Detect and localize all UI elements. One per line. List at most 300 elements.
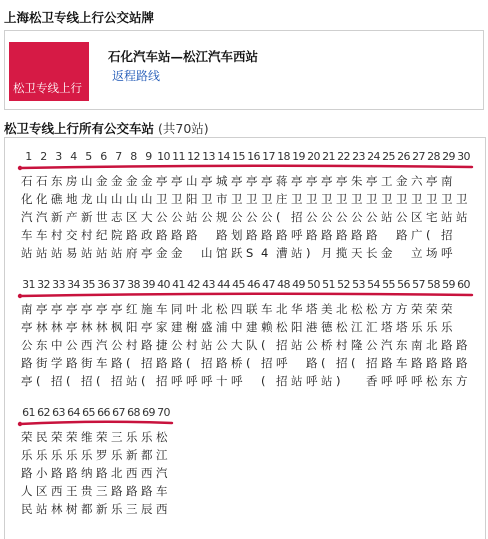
station-name-column[interactable]	[51, 172, 66, 262]
station-name-column[interactable]	[321, 172, 336, 262]
station-name-char	[291, 354, 306, 372]
station-name-char	[456, 172, 471, 190]
station-name-char: 荣	[96, 430, 108, 444]
station-name-char: 德	[321, 320, 333, 334]
station-name-char: 招	[51, 374, 63, 388]
station-name-char: 卫	[291, 192, 303, 206]
station-name-char: 中	[51, 338, 63, 352]
station-name-column[interactable]	[141, 172, 156, 262]
station-name-char: 阳	[291, 320, 303, 334]
station-number: 19	[292, 150, 305, 163]
station-name-char: 荣	[441, 302, 453, 316]
station-name-char: 月	[321, 246, 333, 260]
station-number: 66	[97, 406, 110, 419]
station-name-column[interactable]	[156, 172, 171, 262]
station-name-char: 香	[366, 374, 378, 388]
station-name-char: 呼	[231, 374, 243, 388]
station-number: 65	[82, 406, 95, 419]
station-name-char: 松	[426, 374, 438, 388]
station-name-column[interactable]	[81, 172, 96, 262]
station-name-char: 四	[231, 302, 243, 316]
station-name-char: 辰	[141, 502, 153, 516]
station-name-column[interactable]	[456, 300, 471, 390]
station-number: 22	[337, 150, 350, 163]
station-name-char: 路	[456, 356, 468, 370]
station-number: 57	[412, 278, 425, 291]
station-name-char: 亭	[21, 320, 33, 334]
station-name-char	[351, 372, 366, 390]
station-name-char: 阳	[126, 320, 138, 334]
station-name-char: 乐	[51, 448, 63, 462]
station-name-char: 贵	[81, 484, 93, 498]
station-name-char: 荣	[51, 430, 63, 444]
station-name-char	[186, 244, 201, 262]
station-name-char: (	[246, 356, 251, 370]
station-name-column[interactable]	[216, 300, 231, 390]
station-name-char: 松	[336, 320, 348, 334]
station-name-char: 路	[381, 356, 393, 370]
station-name-char: 村	[186, 338, 198, 352]
station-name-column[interactable]	[216, 172, 231, 262]
station-name-column[interactable]	[156, 300, 171, 390]
station-name-char: 路	[141, 484, 153, 498]
station-name-column[interactable]	[171, 172, 186, 262]
station-number: 48	[277, 278, 290, 291]
station-name-char: 汽	[21, 210, 33, 224]
station-name-char: 小	[36, 466, 48, 480]
station-name-char: 人	[21, 484, 33, 498]
station-name-char: (	[96, 374, 101, 388]
station-number: 16	[247, 150, 260, 163]
station-name-char: 院	[111, 228, 123, 242]
station-name-char: 公	[261, 210, 273, 224]
station-name-column[interactable]	[201, 300, 216, 390]
station-name-column[interactable]	[336, 300, 351, 390]
station-name-char: 公	[156, 210, 168, 224]
station-name-column[interactable]	[366, 172, 381, 262]
station-name-column[interactable]	[51, 300, 66, 390]
station-name-char: 北	[276, 302, 288, 316]
station-name-char: 隆	[351, 338, 363, 352]
station-name-char: 亭	[66, 320, 78, 334]
station-name-column[interactable]	[126, 172, 141, 262]
station-name-char: 松	[351, 302, 363, 316]
station-name-column[interactable]	[321, 300, 336, 390]
station-name-column[interactable]	[291, 172, 306, 262]
station-name-char: 罗	[96, 448, 108, 462]
station-name-char: 亭	[36, 302, 48, 316]
station-name-column[interactable]	[111, 428, 126, 518]
station-name-char: 荣	[426, 302, 438, 316]
station-name-char: 呼	[411, 374, 423, 388]
station-name-char: 卫	[456, 192, 468, 206]
station-number: 30	[457, 150, 470, 163]
station-name-char: (	[351, 356, 356, 370]
station-name-column[interactable]	[306, 172, 321, 262]
station-name-char: 卫	[201, 192, 213, 206]
station-name-char: (	[261, 374, 266, 388]
station-name-char: 路	[396, 228, 408, 242]
station-number: 52	[337, 278, 350, 291]
station-name-char: 化	[21, 192, 33, 206]
station-name-char: 蒋	[276, 174, 288, 188]
station-name-char: 联	[246, 302, 258, 316]
station-name-char	[201, 226, 216, 244]
station-name-column[interactable]	[351, 300, 366, 390]
station-name-char: 路	[156, 356, 168, 370]
station-name-char: (	[426, 228, 431, 242]
station-name-char: 路	[126, 228, 138, 242]
station-name-char: 三	[96, 484, 108, 498]
station-name-char: 卫	[441, 192, 453, 206]
station-name-char: 路	[306, 356, 318, 370]
station-name-column[interactable]	[441, 172, 456, 262]
station-name-char: 亭	[291, 174, 303, 188]
route-thumbnail[interactable]	[9, 42, 89, 101]
station-name-char: 路	[96, 466, 108, 480]
station-name-char: 呼	[186, 374, 198, 388]
station-name-char: 新	[81, 210, 93, 224]
station-name-char: 卫	[321, 192, 333, 206]
station-name-char: (	[261, 338, 266, 352]
station-name-column[interactable]	[111, 172, 126, 262]
station-name-char: 塔	[306, 302, 318, 316]
station-name-char: 路	[426, 356, 438, 370]
station-name-char: 金	[171, 246, 183, 260]
station-name-char: 亭	[336, 174, 348, 188]
station-name-char: 路	[216, 228, 228, 242]
station-number: 23	[352, 150, 365, 163]
station-name-char: 南	[411, 338, 423, 352]
station-name-column[interactable]	[396, 172, 411, 262]
station-name-column[interactable]	[81, 428, 96, 518]
station-name-char: 亭	[96, 302, 108, 316]
station-name-char: 公	[246, 210, 258, 224]
station-number: 51	[322, 278, 335, 291]
station-name-column[interactable]	[411, 172, 426, 262]
station-name-char: 地	[66, 192, 78, 206]
station-name-char: (	[276, 210, 281, 224]
station-name-char	[381, 226, 396, 244]
station-name-column[interactable]	[426, 172, 441, 262]
station-name-char: 馆	[216, 246, 228, 260]
station-name-char: (	[321, 356, 326, 370]
station-name-char: 公	[171, 210, 183, 224]
station-name-char: 世	[96, 210, 108, 224]
station-name-char: 汇	[366, 320, 378, 334]
station-name-char: 维	[81, 430, 93, 444]
station-number: 67	[112, 406, 125, 419]
station-name-column[interactable]	[81, 300, 96, 390]
station-name-char: 路	[351, 228, 363, 242]
station-number: 21	[322, 150, 335, 163]
station-name-char: 路	[111, 356, 123, 370]
station-name-column[interactable]	[261, 172, 276, 262]
station-name-char: 车	[36, 228, 48, 242]
station-name-char: 美	[321, 302, 333, 316]
station-name-char: 公	[306, 338, 318, 352]
station-name-char: 区	[126, 210, 138, 224]
station-name-char: 荣	[66, 430, 78, 444]
station-name-char: 亭	[81, 302, 93, 316]
station-name-char: 路	[171, 228, 183, 242]
station-name-char: 亭	[141, 320, 153, 334]
route-name: 石化汽车站—松江汽车西站	[108, 49, 259, 64]
station-name-char: 公	[366, 210, 378, 224]
station-number: 59	[442, 278, 455, 291]
station-name-char: 场	[426, 246, 438, 260]
station-number: 37	[112, 278, 125, 291]
station-name-char: 金	[111, 174, 123, 188]
station-number: 17	[262, 150, 275, 163]
station-name-column[interactable]	[246, 300, 261, 390]
station-name-char: 路	[66, 466, 78, 480]
station-number: 54	[367, 278, 380, 291]
station-name-char: 公	[366, 338, 378, 352]
station-name-char: 站	[321, 374, 333, 388]
station-number-row	[21, 150, 471, 164]
station-name-char: 亭	[111, 302, 123, 316]
station-name-column[interactable]	[396, 300, 411, 390]
station-name-column[interactable]	[51, 428, 66, 518]
station-name-char: 赖	[261, 320, 273, 334]
station-name-char: 广	[411, 228, 423, 242]
station-name-column[interactable]	[36, 428, 51, 518]
station-name-char: 朱	[351, 174, 363, 188]
station-name-char: 城	[216, 174, 228, 188]
station-name-char: 新	[96, 502, 108, 516]
station-name-column[interactable]	[21, 300, 36, 390]
station-name-column[interactable]	[186, 300, 201, 390]
station-name-column[interactable]	[291, 300, 306, 390]
station-name-column[interactable]	[246, 172, 261, 262]
station-number: 14	[217, 150, 230, 163]
station-name-char: 龙	[81, 192, 93, 206]
station-name-column[interactable]	[141, 300, 156, 390]
station-name-column[interactable]	[276, 300, 291, 390]
station-name-char: 红	[126, 302, 138, 316]
station-name-char: 呼	[306, 374, 318, 388]
station-name-column[interactable]	[96, 428, 111, 518]
station-name-char: 揽	[336, 246, 348, 260]
station-number: 15	[232, 150, 245, 163]
station-name-char: 松	[156, 430, 168, 444]
station-name-column[interactable]	[411, 300, 426, 390]
station-name-char: 方	[381, 302, 393, 316]
station-name-grid	[21, 172, 471, 262]
station-name-char: 招	[366, 356, 378, 370]
station-name-char: 站	[291, 374, 303, 388]
station-name-column[interactable]	[141, 428, 156, 518]
station-name-char: 公	[336, 210, 348, 224]
station-name-char: 东	[396, 338, 408, 352]
station-name-column[interactable]	[156, 428, 171, 518]
station-number: 4	[70, 150, 77, 163]
station-name-char: 山	[111, 192, 123, 206]
station-name-char: (	[126, 356, 131, 370]
station-name-column[interactable]	[21, 172, 36, 262]
station-name-column[interactable]	[276, 172, 291, 262]
station-name-char: 路	[246, 228, 258, 242]
station-name-char: 路	[216, 356, 228, 370]
station-name-char: 卫	[411, 192, 423, 206]
station-name-char: 区	[411, 210, 423, 224]
station-name-column[interactable]	[336, 172, 351, 262]
station-name-char: 汽	[36, 210, 48, 224]
station-number: 29	[442, 150, 455, 163]
station-name-column[interactable]	[96, 172, 111, 262]
station-name-column[interactable]	[351, 172, 366, 262]
station-name-char: 公	[351, 210, 363, 224]
station-name-column[interactable]	[126, 300, 141, 390]
station-name-char: 南	[441, 174, 453, 188]
station-name-char: 林	[51, 502, 63, 516]
station-name-char: 施	[141, 302, 153, 316]
station-name-char: 亭	[306, 174, 318, 188]
station-number: 41	[172, 278, 185, 291]
station-name-char: 汽	[156, 466, 168, 480]
station-name-char: 民	[36, 430, 48, 444]
station-name-char: 方	[456, 374, 468, 388]
station-name-column[interactable]	[96, 300, 111, 390]
station-name-char: (	[66, 374, 71, 388]
station-name-column[interactable]	[381, 300, 396, 390]
station-name-column[interactable]	[36, 300, 51, 390]
station-number: 27	[412, 150, 425, 163]
station-name-char: 北	[426, 338, 438, 352]
station-number: 63	[52, 406, 65, 419]
station-name-char: 产	[66, 210, 78, 224]
station-name-char: 西	[126, 466, 138, 480]
station-name-column[interactable]	[111, 300, 126, 390]
station-name-char: 乐	[36, 448, 48, 462]
station-name-char: 呼	[441, 246, 453, 260]
station-name-char: 建	[171, 320, 183, 334]
station-name-column[interactable]	[126, 428, 141, 518]
station-name-char: 东	[51, 174, 63, 188]
station-name-char: 山	[186, 174, 198, 188]
station-name-char: 卫	[246, 192, 258, 206]
station-name-char: 阳	[186, 192, 198, 206]
station-name-char: 乐	[426, 320, 438, 334]
station-number: 25	[382, 150, 395, 163]
station-name-char: 亭	[261, 174, 273, 188]
station-name-char: 金	[96, 174, 108, 188]
station-name-char: 呼	[291, 228, 303, 242]
station-name-char: 路	[156, 228, 168, 242]
station-list-header	[4, 119, 209, 137]
station-name-column[interactable]	[231, 172, 246, 262]
station-name-char: 站	[111, 246, 123, 260]
station-name-char: 路	[186, 228, 198, 242]
station-name-char: 桥	[231, 356, 243, 370]
station-number: 26	[397, 150, 410, 163]
station-name-char: 易	[66, 246, 78, 260]
station-number: 13	[202, 150, 215, 163]
station-name-char: 化	[36, 192, 48, 206]
station-name-char: 林	[36, 320, 48, 334]
station-name-char: 北	[201, 302, 213, 316]
station-name-char: 站	[186, 210, 198, 224]
station-name-char: 汽	[381, 338, 393, 352]
station-name-char: 建	[246, 320, 258, 334]
station-name-column[interactable]	[261, 300, 276, 390]
station-name-char: 亭	[21, 374, 33, 388]
station-name-char: 市	[216, 192, 228, 206]
station-name-grid	[21, 428, 171, 518]
station-name-char: 村	[51, 228, 63, 242]
station-number: 62	[37, 406, 50, 419]
station-name-char: 捷	[156, 338, 168, 352]
station-name-char: 金	[141, 174, 153, 188]
station-name-char: 亭	[51, 302, 63, 316]
station-name-column[interactable]	[66, 428, 81, 518]
station-number: 6	[100, 150, 107, 163]
station-name-char: 站	[381, 210, 393, 224]
station-name-char: 呼	[171, 374, 183, 388]
station-name-char: 路	[141, 338, 153, 352]
station-name-char: 金	[156, 246, 168, 260]
station-number: 34	[67, 278, 80, 291]
station-list-title: 松卫专线上行所有公交车站	[4, 121, 155, 136]
station-name-column[interactable]	[306, 300, 321, 390]
station-name-grid	[21, 300, 471, 390]
reverse-route-link[interactable]: 返程路线	[112, 69, 161, 83]
station-number-row	[21, 278, 471, 292]
station-name-char: 亭	[156, 174, 168, 188]
station-name-char: 划	[231, 228, 243, 242]
station-name-char: 招	[276, 338, 288, 352]
station-name-column[interactable]	[441, 300, 456, 390]
station-name-char: 公	[201, 210, 213, 224]
station-name-char: 车	[156, 484, 168, 498]
station-number: 7	[115, 150, 122, 163]
station-name-char: )	[306, 246, 311, 260]
station-name-char: 西	[156, 502, 168, 516]
station-number: 60	[457, 278, 470, 291]
station-name-char: 都	[81, 502, 93, 516]
station-name-column[interactable]	[171, 300, 186, 390]
station-name-column[interactable]	[36, 172, 51, 262]
station-name-column[interactable]	[201, 172, 216, 262]
station-name-column[interactable]	[66, 172, 81, 262]
station-name-char: (	[186, 356, 191, 370]
station-name-column[interactable]	[231, 300, 246, 390]
station-name-column[interactable]	[426, 300, 441, 390]
station-name-column[interactable]	[186, 172, 201, 262]
station-name-char: 六	[411, 174, 423, 188]
station-name-column[interactable]	[381, 172, 396, 262]
station-name-column[interactable]	[66, 300, 81, 390]
station-name-char: 卫	[366, 192, 378, 206]
station-name-char: 礁	[51, 192, 63, 206]
station-name-char: 呼	[276, 356, 288, 370]
station-name-column[interactable]	[456, 172, 471, 262]
station-name-char: 纪	[96, 228, 108, 242]
station-name-char: 东	[441, 374, 453, 388]
station-name-char: 村	[336, 338, 348, 352]
station-number: 1	[25, 150, 32, 163]
station-name-char: 东	[36, 338, 48, 352]
station-name-char: 路	[441, 356, 453, 370]
station-name-char: 山	[96, 192, 108, 206]
station-name-char: 中	[231, 320, 243, 334]
station-name-column[interactable]	[366, 300, 381, 390]
station-name-char: 4	[261, 246, 269, 260]
station-name-char: 西	[51, 484, 63, 498]
station-name-char: 石	[36, 174, 48, 188]
station-name-column[interactable]	[21, 428, 36, 518]
